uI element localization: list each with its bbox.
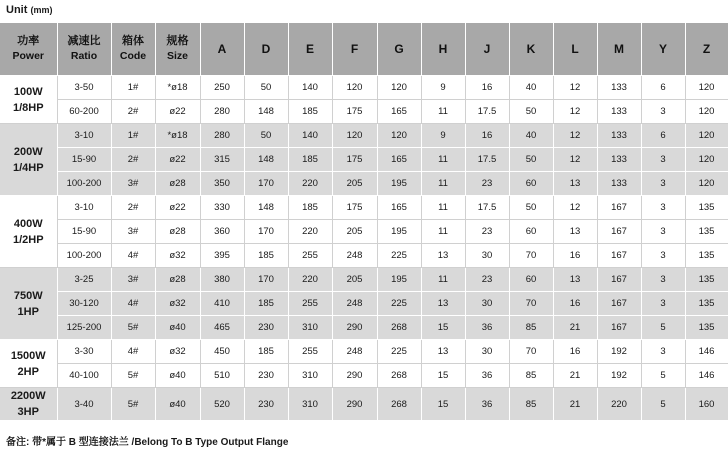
table-cell: 185: [288, 148, 332, 172]
table-cell: 21: [553, 388, 597, 421]
table-cell: 3: [641, 148, 685, 172]
table-cell: 290: [332, 364, 377, 388]
table-row: [0, 316, 728, 340]
power-label: 750W: [13, 289, 43, 302]
table-cell: 3-50: [57, 76, 111, 100]
table-cell: 16: [465, 76, 509, 100]
table-cell: 50: [244, 124, 288, 148]
table-cell: 165: [377, 196, 421, 220]
unit-suffix: (mm): [30, 5, 53, 15]
table-cell: 13: [421, 340, 465, 364]
table-cell: 133: [597, 124, 641, 148]
header-code: [111, 23, 155, 76]
table-cell: ø32: [155, 340, 200, 364]
footnote: 备注: 带*属于 B 型连接法兰 /Belong To B Type Output Flange: [6, 437, 289, 448]
table-cell: 4#: [111, 244, 155, 268]
table-cell: 268: [377, 364, 421, 388]
table-cell: 290: [332, 388, 377, 421]
table-cell: 280: [200, 100, 244, 124]
table-cell: 3#: [111, 220, 155, 244]
table-cell: 3-10: [57, 196, 111, 220]
table-cell: 21: [553, 316, 597, 340]
table-cell: 450: [200, 340, 244, 364]
table-cell: ø40: [155, 388, 200, 421]
header-g: G: [377, 23, 421, 76]
power-label: 2200W: [10, 390, 46, 402]
header-l: L: [553, 23, 597, 76]
table-cell: 13: [553, 220, 597, 244]
header-cn-label: 箱体: [122, 35, 144, 47]
table-cell: 60: [509, 268, 553, 292]
table-cell: 3-10: [57, 124, 111, 148]
table-cell: 50: [509, 148, 553, 172]
table-cell: 5#: [111, 364, 155, 388]
table-cell: 13: [421, 292, 465, 316]
table-cell: 15: [421, 364, 465, 388]
power-label: 100W: [13, 85, 43, 98]
table-cell: ø32: [155, 244, 200, 268]
table-cell: 15: [421, 316, 465, 340]
table-row: [0, 172, 728, 196]
header-z: Z: [685, 23, 728, 76]
table-cell: 410: [200, 292, 244, 316]
power-label: 1HP: [17, 305, 39, 318]
table-cell: 3: [641, 340, 685, 364]
power-label: 200W: [13, 145, 43, 158]
table-cell: 195: [377, 220, 421, 244]
table-row: [0, 340, 728, 364]
table-cell: 120: [332, 76, 377, 100]
power-cell: [0, 76, 57, 124]
table-row: [0, 244, 728, 268]
table-cell: 3-40: [57, 388, 111, 421]
header-j: J: [465, 23, 509, 76]
power-label: 3HP: [17, 406, 39, 418]
table-cell: 50: [244, 76, 288, 100]
table-cell: 23: [465, 220, 509, 244]
power-label: 1/2HP: [12, 233, 44, 246]
table-cell: 11: [421, 148, 465, 172]
table-cell: 85: [509, 364, 553, 388]
table-cell: 255: [288, 340, 332, 364]
table-cell: 12: [553, 76, 597, 100]
table-cell: 60: [509, 220, 553, 244]
table-cell: 167: [597, 316, 641, 340]
table-cell: 36: [465, 388, 509, 421]
table-cell: ø22: [155, 148, 200, 172]
table-cell: 1#: [111, 76, 155, 100]
table-cell: 16: [553, 292, 597, 316]
header-en-label: Power: [12, 50, 44, 62]
table-cell: 146: [685, 340, 728, 364]
table-cell: 11: [421, 172, 465, 196]
table-cell: 2#: [111, 196, 155, 220]
table-cell: 167: [597, 268, 641, 292]
table-body: [0, 76, 728, 421]
header-cn-label: 减速比: [67, 35, 101, 47]
table-cell: 120: [377, 124, 421, 148]
table-cell: 175: [332, 196, 377, 220]
header-e: E: [288, 23, 332, 76]
table-cell: 148: [244, 148, 288, 172]
table-cell: 250: [200, 76, 244, 100]
table-cell: 16: [465, 124, 509, 148]
table-cell: *ø18: [155, 124, 200, 148]
table-cell: 3-25: [57, 268, 111, 292]
table-cell: 167: [597, 292, 641, 316]
table-cell: 395: [200, 244, 244, 268]
table-cell: 40: [509, 76, 553, 100]
table-cell: 170: [244, 268, 288, 292]
table-cell: 9: [421, 124, 465, 148]
table-cell: 230: [244, 316, 288, 340]
table-cell: 290: [332, 316, 377, 340]
table-cell: 185: [288, 100, 332, 124]
table-cell: 40-100: [57, 364, 111, 388]
header-ratio: [57, 23, 111, 76]
table-row: [0, 76, 728, 100]
table-cell: 195: [377, 172, 421, 196]
table-cell: 255: [288, 292, 332, 316]
table-cell: 17.5: [465, 148, 509, 172]
header-y: Y: [641, 23, 685, 76]
table-cell: 60-200: [57, 100, 111, 124]
table-cell: 120: [377, 76, 421, 100]
table-cell: 225: [377, 244, 421, 268]
table-cell: 36: [465, 364, 509, 388]
header-row: [0, 23, 728, 76]
table-cell: 165: [377, 100, 421, 124]
table-cell: 133: [597, 148, 641, 172]
table-cell: 120: [685, 148, 728, 172]
table-row: [0, 100, 728, 124]
table-cell: 3: [641, 292, 685, 316]
table-cell: 135: [685, 220, 728, 244]
header-d: D: [244, 23, 288, 76]
table-cell: 3-30: [57, 340, 111, 364]
table-cell: 5: [641, 388, 685, 421]
table-cell: 5#: [111, 388, 155, 421]
table-cell: 17.5: [465, 196, 509, 220]
power-label: 2HP: [17, 365, 39, 378]
table-cell: 1#: [111, 124, 155, 148]
table-cell: 21: [553, 364, 597, 388]
table-cell: 85: [509, 388, 553, 421]
table-cell: 30: [465, 340, 509, 364]
table-cell: 23: [465, 172, 509, 196]
table-cell: 248: [332, 292, 377, 316]
header-a: A: [200, 23, 244, 76]
table-cell: 50: [509, 196, 553, 220]
table-cell: 220: [288, 268, 332, 292]
table-cell: 310: [288, 316, 332, 340]
table-cell: 220: [288, 172, 332, 196]
table-cell: 268: [377, 316, 421, 340]
table-cell: 16: [553, 340, 597, 364]
table-cell: 185: [244, 340, 288, 364]
table-cell: 167: [597, 196, 641, 220]
table-cell: 135: [685, 268, 728, 292]
table-cell: 192: [597, 340, 641, 364]
table-row: [0, 292, 728, 316]
power-cell: [0, 268, 57, 340]
table-cell: 225: [377, 340, 421, 364]
table-cell: 133: [597, 100, 641, 124]
table-cell: 248: [332, 340, 377, 364]
power-cell: [0, 340, 57, 388]
header-en-label: Ratio: [70, 50, 98, 62]
table-cell: 5: [641, 316, 685, 340]
table-cell: 4#: [111, 292, 155, 316]
table-row: [0, 148, 728, 172]
table-cell: 120: [685, 124, 728, 148]
table-cell: 16: [553, 244, 597, 268]
table-cell: 120: [685, 100, 728, 124]
table-cell: 167: [597, 244, 641, 268]
table-cell: 195: [377, 268, 421, 292]
table-cell: 3: [641, 244, 685, 268]
table-cell: ø22: [155, 100, 200, 124]
table-cell: 11: [421, 100, 465, 124]
table-cell: 3: [641, 268, 685, 292]
table-cell: 13: [553, 172, 597, 196]
table-cell: 380: [200, 268, 244, 292]
table-cell: 15: [421, 388, 465, 421]
table-cell: 268: [377, 388, 421, 421]
unit-label: [6, 4, 52, 16]
table-cell: 330: [200, 196, 244, 220]
table-cell: 3: [641, 100, 685, 124]
table-cell: 310: [288, 364, 332, 388]
table-row: [0, 220, 728, 244]
table-row: [0, 196, 728, 220]
table-cell: 360: [200, 220, 244, 244]
table-cell: 140: [288, 76, 332, 100]
table-cell: 175: [332, 148, 377, 172]
table-cell: 135: [685, 316, 728, 340]
table-cell: 15-90: [57, 148, 111, 172]
header-cn-label: 功率: [17, 35, 40, 47]
table-cell: 170: [244, 172, 288, 196]
table-cell: 465: [200, 316, 244, 340]
table-cell: 248: [332, 244, 377, 268]
power-label: 1500W: [10, 349, 46, 362]
table-cell: 220: [597, 388, 641, 421]
table-cell: 30: [465, 292, 509, 316]
table-cell: 60: [509, 172, 553, 196]
table-cell: 13: [553, 268, 597, 292]
table-cell: ø40: [155, 316, 200, 340]
table-cell: 4#: [111, 340, 155, 364]
table-cell: 165: [377, 148, 421, 172]
power-label: 1/8HP: [12, 101, 44, 114]
table-cell: 3: [641, 196, 685, 220]
table-cell: 3: [641, 220, 685, 244]
table-cell: 30: [465, 244, 509, 268]
header-f: F: [332, 23, 377, 76]
table-cell: 133: [597, 172, 641, 196]
header-h: H: [421, 23, 465, 76]
power-cell: [0, 388, 57, 421]
table-cell: 133: [597, 76, 641, 100]
header-size: [155, 23, 200, 76]
table-cell: 3#: [111, 268, 155, 292]
table-cell: 205: [332, 172, 377, 196]
table-row: [0, 388, 728, 421]
table-cell: 185: [244, 292, 288, 316]
unit-text: Unit: [6, 4, 28, 16]
table-cell: 85: [509, 316, 553, 340]
table-cell: 175: [332, 100, 377, 124]
table-cell: 120: [685, 76, 728, 100]
table-row: [0, 364, 728, 388]
table-cell: 510: [200, 364, 244, 388]
table-cell: 225: [377, 292, 421, 316]
table-cell: 135: [685, 196, 728, 220]
table-cell: 30-120: [57, 292, 111, 316]
table-cell: 120: [685, 172, 728, 196]
table-cell: 140: [288, 124, 332, 148]
table-cell: 2#: [111, 100, 155, 124]
table-cell: 100-200: [57, 244, 111, 268]
header-en-label: Code: [119, 50, 147, 62]
table-cell: ø28: [155, 172, 200, 196]
table-cell: ø40: [155, 364, 200, 388]
table-cell: 40: [509, 124, 553, 148]
table-cell: 6: [641, 124, 685, 148]
table-cell: ø28: [155, 220, 200, 244]
table-cell: 185: [244, 244, 288, 268]
table-cell: 120: [332, 124, 377, 148]
table-cell: 160: [685, 388, 728, 421]
table-cell: 12: [553, 148, 597, 172]
header-en-label: Size: [166, 50, 188, 62]
table-cell: 17.5: [465, 100, 509, 124]
table-cell: 9: [421, 76, 465, 100]
table-cell: 50: [509, 100, 553, 124]
table-cell: 350: [200, 172, 244, 196]
table-cell: 12: [553, 100, 597, 124]
table-cell: 2#: [111, 148, 155, 172]
header-k: K: [509, 23, 553, 76]
table-cell: 13: [421, 244, 465, 268]
table-cell: 6: [641, 76, 685, 100]
table-cell: 11: [421, 268, 465, 292]
table-cell: 148: [244, 100, 288, 124]
table-cell: 230: [244, 364, 288, 388]
table-cell: 167: [597, 220, 641, 244]
header-m: M: [597, 23, 641, 76]
table-cell: 36: [465, 316, 509, 340]
table-row: [0, 124, 728, 148]
table-cell: 315: [200, 148, 244, 172]
power-label: 1/4HP: [12, 161, 44, 174]
table-cell: 135: [685, 244, 728, 268]
table-cell: 12: [553, 124, 597, 148]
table-cell: 148: [244, 196, 288, 220]
header-cn-label: 规格: [166, 35, 189, 47]
table-cell: 5: [641, 364, 685, 388]
table-cell: 205: [332, 268, 377, 292]
table-cell: 23: [465, 268, 509, 292]
table-cell: 11: [421, 220, 465, 244]
table-header: [0, 23, 728, 76]
table-row: [0, 268, 728, 292]
table-cell: 192: [597, 364, 641, 388]
table-cell: ø28: [155, 268, 200, 292]
power-cell: [0, 196, 57, 268]
table-cell: 15-90: [57, 220, 111, 244]
table-cell: 12: [553, 196, 597, 220]
table-cell: 125-200: [57, 316, 111, 340]
table-cell: 170: [244, 220, 288, 244]
table-cell: 280: [200, 124, 244, 148]
table-cell: 255: [288, 244, 332, 268]
table-cell: *ø18: [155, 76, 200, 100]
table-cell: 520: [200, 388, 244, 421]
table-cell: 70: [509, 244, 553, 268]
table-cell: ø32: [155, 292, 200, 316]
table-cell: 185: [288, 196, 332, 220]
table-cell: 3: [641, 172, 685, 196]
table-cell: 220: [288, 220, 332, 244]
table-cell: 230: [244, 388, 288, 421]
table-cell: 146: [685, 364, 728, 388]
dimensions-table: [0, 23, 728, 421]
table-cell: 3#: [111, 172, 155, 196]
header-power: [0, 23, 57, 76]
table-cell: 310: [288, 388, 332, 421]
table-cell: 70: [509, 292, 553, 316]
table-cell: ø22: [155, 196, 200, 220]
table-cell: 5#: [111, 316, 155, 340]
table-cell: 70: [509, 340, 553, 364]
power-label: 400W: [13, 217, 43, 230]
power-cell: [0, 124, 57, 196]
table-cell: 205: [332, 220, 377, 244]
table-cell: 135: [685, 292, 728, 316]
table-cell: 100-200: [57, 172, 111, 196]
table-cell: 11: [421, 196, 465, 220]
